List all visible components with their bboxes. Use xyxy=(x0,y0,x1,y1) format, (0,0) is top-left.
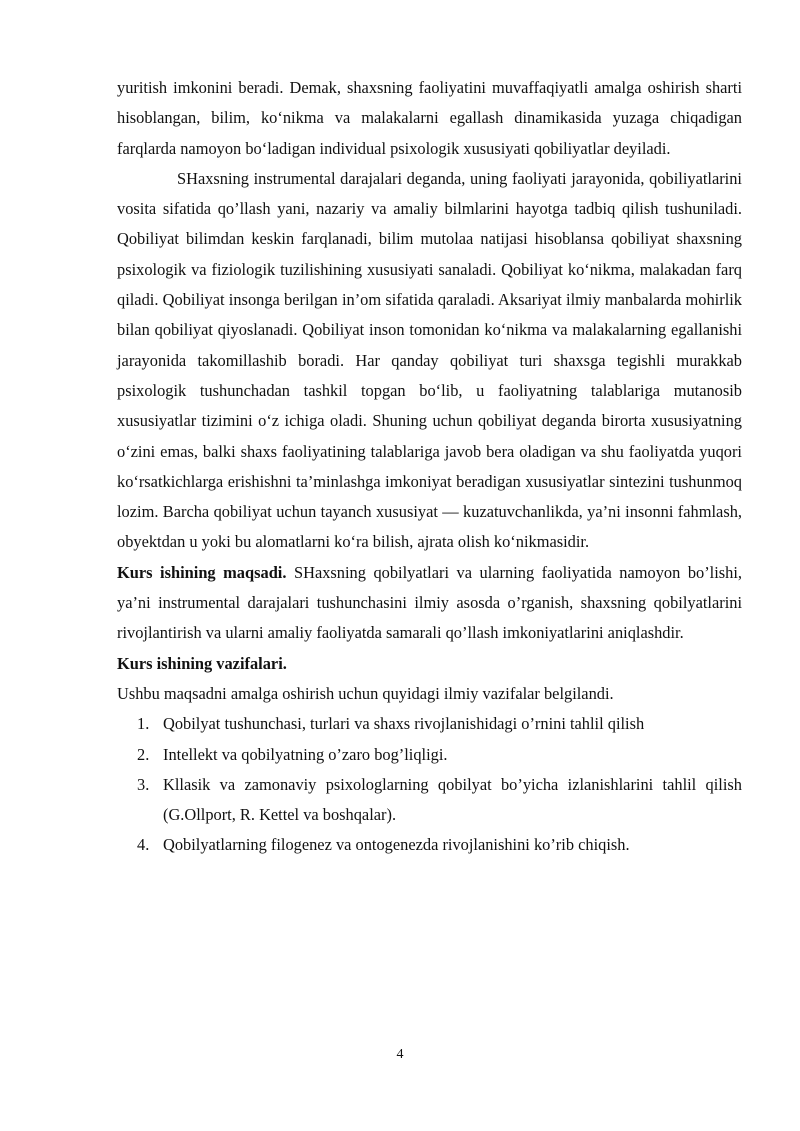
intro-paragraph: yuritish imkonini beradi. Demak, shaxsning faoliyatini muvaffaqiyatli amalga oshirish sharti hisoblangan, bilim, ko‘nikma va malakalarni egallash dinamikasida yuzaga chiqadigan farqlarda namoyon bo‘ladigan individual psixologik xususiyati qobiliyatlar deyiladi. xyxy=(117,78,742,158)
tasks-intro: Ushbu maqsadni amalga oshirish uchun quyidagi ilmiy vazifalar belgilandi. xyxy=(117,683,614,703)
document-page xyxy=(117,73,742,861)
list-item xyxy=(137,770,742,831)
list-item-text: Qobilyat tushunchasi, turlari va shaxs rivojlanishidagi o’rnini tahlil qilish xyxy=(163,714,645,734)
list-item-number: 2. xyxy=(137,744,150,764)
instrumental-paragraph: SHaxsning instrumental darajalari deganda, uning faoliyati jarayonida, qobiliyatlarini vosita sifatida qo’llash yani, nazariy va amaliy bilmlarini hayotga tadbiq qilish tushuniladi. Qobiliyat bilimdan keskin farqlanadi, bilim mutolaa natijasi hisoblansa qobiliyat shaxsning psixologik va fiziologik tuzilishining xususiyati sanaladi. Qobiliyat ko‘nikma, malakadan farq qiladi. Qobiliyat insonga berilgan in’om sifatida qaraladi. Aksariyat ilmiy manbalarda mohirlik bilan qobiliyat qiyoslanadi. Qobiliyat inson tomonidan ko‘nikma va malakalarning egallanishi jarayonida takomillashib boradi. Har qanday qobiliyat turi shaxsga tegishli murakkab psixologik tushunchadan tashkil topgan bo‘lib, u faoliyatning talablariga mutanosib xususiyatlar tizimini o‘z ichiga oladi. Shuning uchun qobiliyat deganda birorta xususiyatning o‘zini emas, balki shaxs faoliyatining talablariga javob bera oladigan va shu faoliyatda yuqori ko‘rsatkichlarga erishishni ta’minlashga imkoniyat beradigan xususiyatlar sintezini tushunmoq lozim. Barcha qobiliyat uchun tayanch xususiyat — kuzatuvchanlikda, ya’ni insonni fahmlash, obyektdan u yoki bu alomatlarni ko‘ra bilish, ajrata olish ko‘nikmasidir. xyxy=(117,168,742,552)
tasks-heading: Kurs ishining vazifalari. xyxy=(117,653,287,673)
list-item-number: 1. xyxy=(137,714,150,734)
list-item xyxy=(137,830,742,860)
goal-heading: Kurs ishining maqsadi. xyxy=(117,562,287,582)
list-item-text: Intellekt va qobilyatning o’zaro bog’liqligi. xyxy=(163,744,448,764)
list-item xyxy=(137,709,742,739)
list-item-number: 3. xyxy=(137,774,150,794)
list-item-text: Kllasik va zamonaviy psixologlarning qobilyat bo’yicha izlanishlarini tahlil qilish (G.Ollport, R. Kettel va boshqalar). xyxy=(163,774,742,825)
list-item xyxy=(137,740,742,770)
goal-paragraph xyxy=(117,558,742,649)
goal-text: SHaxsning qobilyatlari va ularning faoliyatida namoyon bo’lishi, ya’ni instrumental darajalari tushunchasini ilmiy asosda o’rganish, shaxsning qobilyatlarini rivojlantirish va ularni amaliy faoliyatda samarali qo’llash imkoniyatlarini aniqlashdir. xyxy=(117,562,743,643)
list-item-text: Qobilyatlarning filogenez va ontogenezda rivojlanishini ko’rib chiqish. xyxy=(163,835,630,855)
list-item-number: 4. xyxy=(137,835,150,855)
tasks-list xyxy=(117,709,742,860)
page-number: 4 xyxy=(396,1047,404,1062)
